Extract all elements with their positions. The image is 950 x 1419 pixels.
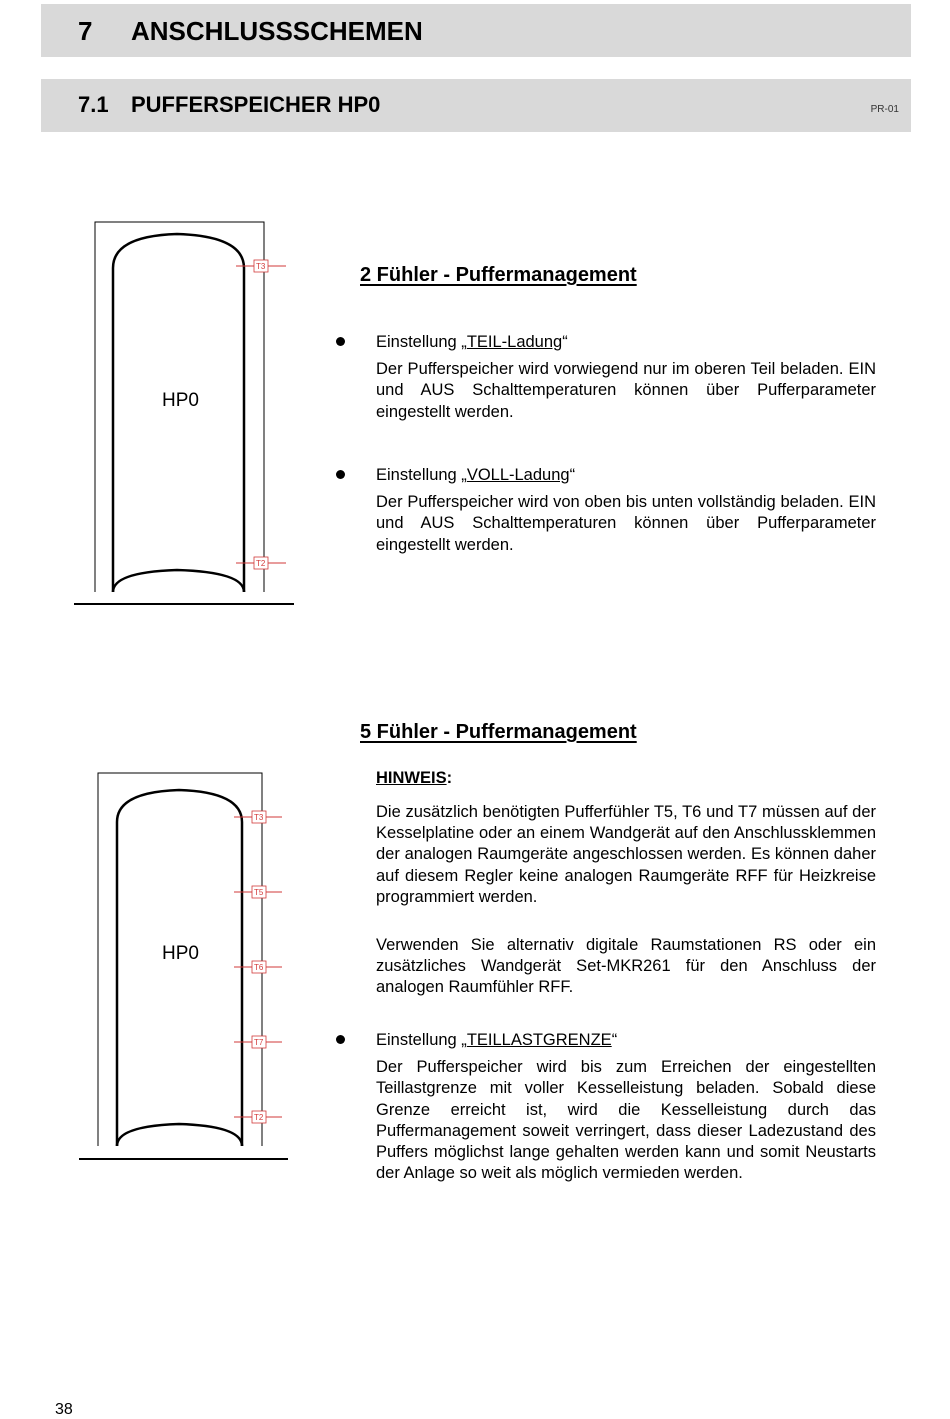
note-label: HINWEIS: bbox=[376, 769, 453, 787]
subsection-title: PUFFERSPEICHER HP0 bbox=[131, 92, 381, 117]
setting-teillastgrenze bbox=[376, 1030, 876, 1184]
heading-2-sensor-management: 2 Fühler - Puffermanagement bbox=[360, 264, 637, 286]
section-title: ANSCHLUSSSCHEMEN bbox=[131, 16, 423, 46]
document-code: PR-01 bbox=[870, 104, 899, 115]
tank-label: HP0 bbox=[162, 943, 199, 964]
heading-5-sensor-management: 5 Fühler - Puffermanagement bbox=[360, 721, 637, 743]
sensor-label-t2: T2 bbox=[254, 1113, 264, 1122]
sensor-label-t2: T2 bbox=[256, 559, 266, 568]
setting-teil-ladung bbox=[376, 332, 876, 423]
sensor-label-t7: T7 bbox=[254, 1038, 264, 1047]
sensor-label-t3: T3 bbox=[256, 262, 266, 271]
tank-label: HP0 bbox=[162, 390, 199, 411]
page-number: 38 bbox=[55, 1401, 73, 1418]
tank-diagram-2-svg bbox=[0, 0, 320, 1180]
note-paragraph: Die zusätzlich benötigten Pufferfühler T5, T6 und T7 müssen auf der Kesselplatine oder an einem Wandgerät auf den Anschlussklemmen der analogen Raumgeräte angeschlossen werden. Es können daher auf diesem Regler keine analogen Raumgeräte RFF für Heizkreise programmiert werden. bbox=[376, 803, 876, 906]
note-paragraph: Verwenden Sie alternativ digitale Raumstationen RS oder ein zusätzliches Wandgerät Set-MKR261 für den Anschluss der analogen Raumfühler RFF. bbox=[376, 936, 876, 997]
sensor-label-t5: T5 bbox=[254, 888, 264, 897]
setting-label: Einstellung „VOLL-Ladung“ bbox=[376, 466, 576, 484]
tank-diagram-5-sensors bbox=[0, 0, 320, 1180]
setting-description: Der Pufferspeicher wird von oben bis unten vollständig beladen. EIN und AUS Schalttemperaturen können über Pufferparameter eingestellt werden. bbox=[376, 493, 876, 554]
setting-label: Einstellung „TEILLASTGRENZE“ bbox=[376, 1031, 618, 1049]
sensor-label-t6: T6 bbox=[254, 963, 264, 972]
subsection-number: 7.1 bbox=[78, 92, 109, 117]
sensor-label-t3: T3 bbox=[254, 813, 264, 822]
setting-voll-ladung bbox=[376, 465, 876, 556]
bullet-point bbox=[336, 470, 345, 479]
section-number: 7 bbox=[78, 16, 93, 46]
setting-description: Der Pufferspeicher wird bis zum Erreichen der eingestellten Teillastgrenze mit voller Kesselleistung beladen. Sobald diese Grenze erreicht ist, wird die Kesselleistung durch das Puffermanagement soweit verringert, dass dieser Ladezustand des Puffers möglichst lange gehalten werden kann und somit Neustarts der Anlage so weit als möglich vermieden werden. bbox=[376, 1058, 876, 1183]
bullet-point bbox=[336, 337, 345, 346]
setting-label: Einstellung „TEIL-Ladung“ bbox=[376, 333, 568, 351]
bullet-point bbox=[336, 1035, 345, 1044]
setting-description: Der Pufferspeicher wird vorwiegend nur im oberen Teil beladen. EIN und AUS Schalttemperaturen können über Pufferparameter eingestellt werden. bbox=[376, 360, 876, 421]
